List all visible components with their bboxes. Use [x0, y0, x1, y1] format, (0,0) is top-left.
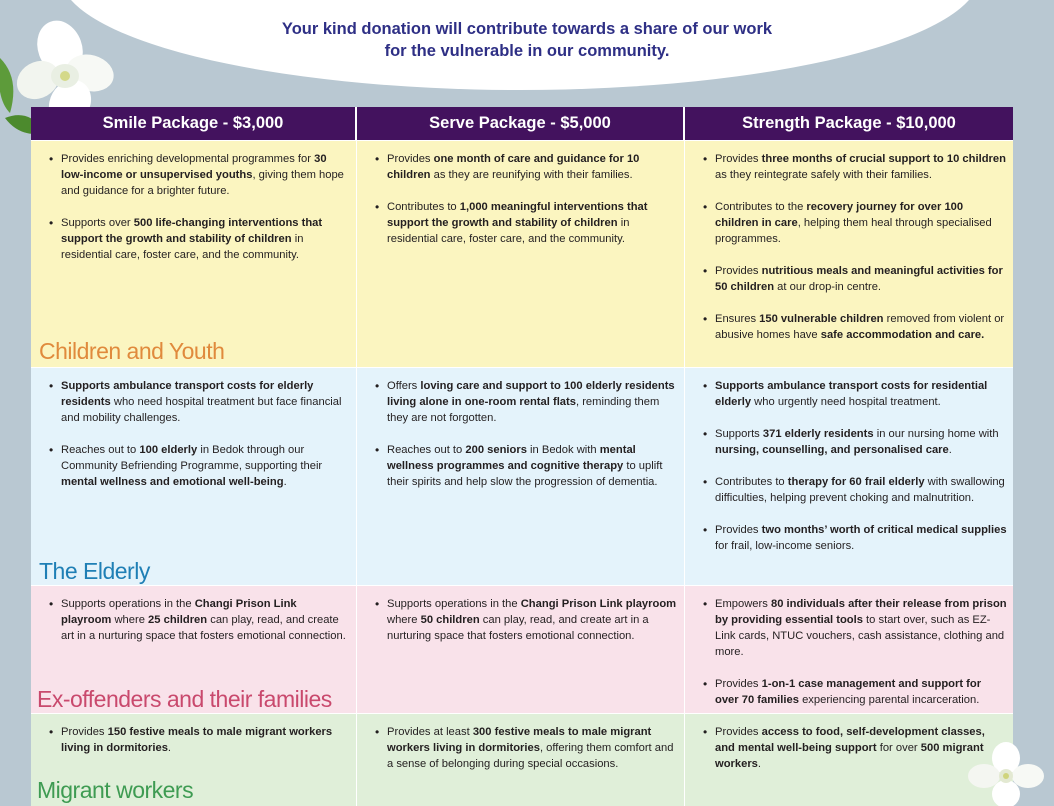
section-migrant-workers: [31, 713, 1013, 806]
benefit-bullet: • Reaches out to 100 elderly in Bedok through our Community Befriending Programme, supporting their mental wellness and emotional well-being.: [31, 442, 350, 490]
section-the-elderly: [31, 367, 1013, 585]
benefit-bullet: • Supports over 500 life-changing interventions that support the growth and stability of children in residential care, foster care, and the community.: [31, 215, 350, 263]
package-header-smile: Smile Package - $3,000: [31, 107, 357, 141]
category-label-children: Children and Youth: [39, 338, 225, 364]
cell-strength-offenders: [685, 586, 1013, 713]
headline-line-2: for the vulnerable in our community.: [384, 42, 670, 60]
package-header-serve: Serve Package - $5,000: [357, 107, 685, 141]
cell-serve-children: [357, 141, 685, 367]
cell-smile-offenders: [31, 586, 357, 713]
cell-serve-elderly: [357, 368, 685, 585]
cell-serve-offenders: [357, 586, 685, 713]
cell-smile-migrant: [31, 714, 357, 806]
cell-strength-children: [685, 141, 1013, 367]
benefit-bullet: • Provides at least 300 festive meals to male migrant workers living in dormitories, offering them comfort and a sense of belonging during special occasions.: [357, 724, 678, 772]
benefit-bullet: • Contributes to the recovery journey for over 100 children in care, helping them heal through specialised programmes.: [685, 199, 1007, 247]
section-ex-offenders: [31, 585, 1013, 713]
cell-smile-elderly: [31, 368, 357, 585]
package-header-strength: Strength Package - $10,000: [685, 107, 1013, 141]
package-header-row: [31, 107, 1013, 141]
benefit-bullet: • Provides enriching developmental programmes for 30 low-income or unsupervised youths, giving them hope and guidance for a brighter future.: [31, 151, 350, 199]
category-label-migrant: Migrant workers: [37, 777, 194, 803]
benefit-bullet: • Supports operations in the Changi Prison Link playroom where 50 children can play, read, and create art in a nurturing space that fosters emotional connection.: [357, 596, 678, 644]
benefit-bullet: • Provides access to food, self-development classes, and mental well-being support for over 500 migrant workers.: [685, 724, 1007, 772]
intro-headline: [0, 18, 1054, 62]
benefit-bullet: • Provides one month of care and guidance for 10 children as they are reunifying with their families.: [357, 151, 678, 183]
cell-strength-migrant: [685, 714, 1013, 806]
headline-line-1: Your kind donation will contribute towards a share of our work: [281, 20, 773, 38]
benefit-bullet: • Provides nutritious meals and meaningful activities for 50 children at our drop-in centre.: [685, 263, 1007, 295]
benefit-bullet: • Supports ambulance transport costs for elderly residents who need hospital treatment but face financial and mobility challenges.: [31, 378, 350, 426]
cell-strength-elderly: [685, 368, 1013, 585]
benefit-bullet: • Supports ambulance transport costs for residential elderly who urgently need hospital treatment.: [685, 378, 1007, 410]
benefit-bullet: • Contributes to 1,000 meaningful interventions that support the growth and stability of children in residential care, foster care, and the community.: [357, 199, 678, 247]
benefit-bullet: • Contributes to therapy for 60 frail elderly with swallowing difficulties, helping prevent choking and malnutrition.: [685, 474, 1007, 506]
benefit-bullet: • Reaches out to 200 seniors in Bedok with mental wellness programmes and cognitive therapy to uplift their spirits and help slow the progression of dementia.: [357, 442, 678, 490]
category-label-elderly: The Elderly: [39, 558, 150, 584]
benefit-bullet: • Provides three months of crucial support to 10 children as they reintegrate safely with their families.: [685, 151, 1007, 183]
benefit-bullet: • Provides 150 festive meals to male migrant workers living in dormitories.: [31, 724, 350, 756]
small-flower-icon: [966, 742, 1046, 806]
benefit-bullet: • Provides two months’ worth of critical medical supplies for frail, low-income seniors.: [685, 522, 1007, 554]
category-label-offenders: Ex-offenders and their families: [37, 686, 332, 712]
benefit-bullet: • Ensures 150 vulnerable children removed from violent or abusive homes have safe accommodation and care.: [685, 311, 1007, 343]
benefit-bullet: • Supports operations in the Changi Prison Link playroom where 25 children can play, read, and create art in a nurturing space that fosters emotional connection.: [31, 596, 350, 644]
cell-serve-migrant: [357, 714, 685, 806]
cell-smile-children: [31, 141, 357, 367]
benefit-bullet: • Empowers 80 individuals after their release from prison by providing essential tools to start over, such as EZ-Link cards, NTUC vouchers, cash assistance, clothing and more.: [685, 596, 1007, 660]
donation-packages-table: [31, 107, 1013, 806]
benefit-bullet: • Provides 1-on-1 case management and support for over 70 families experiencing parental incarceration.: [685, 676, 1007, 708]
benefit-bullet: • Supports 371 elderly residents in our nursing home with nursing, counselling, and personalised care.: [685, 426, 1007, 458]
benefit-bullet: • Offers loving care and support to 100 elderly residents living alone in one-room rental flats, reminding them they are not forgotten.: [357, 378, 678, 426]
section-children-and-youth: [31, 141, 1013, 367]
